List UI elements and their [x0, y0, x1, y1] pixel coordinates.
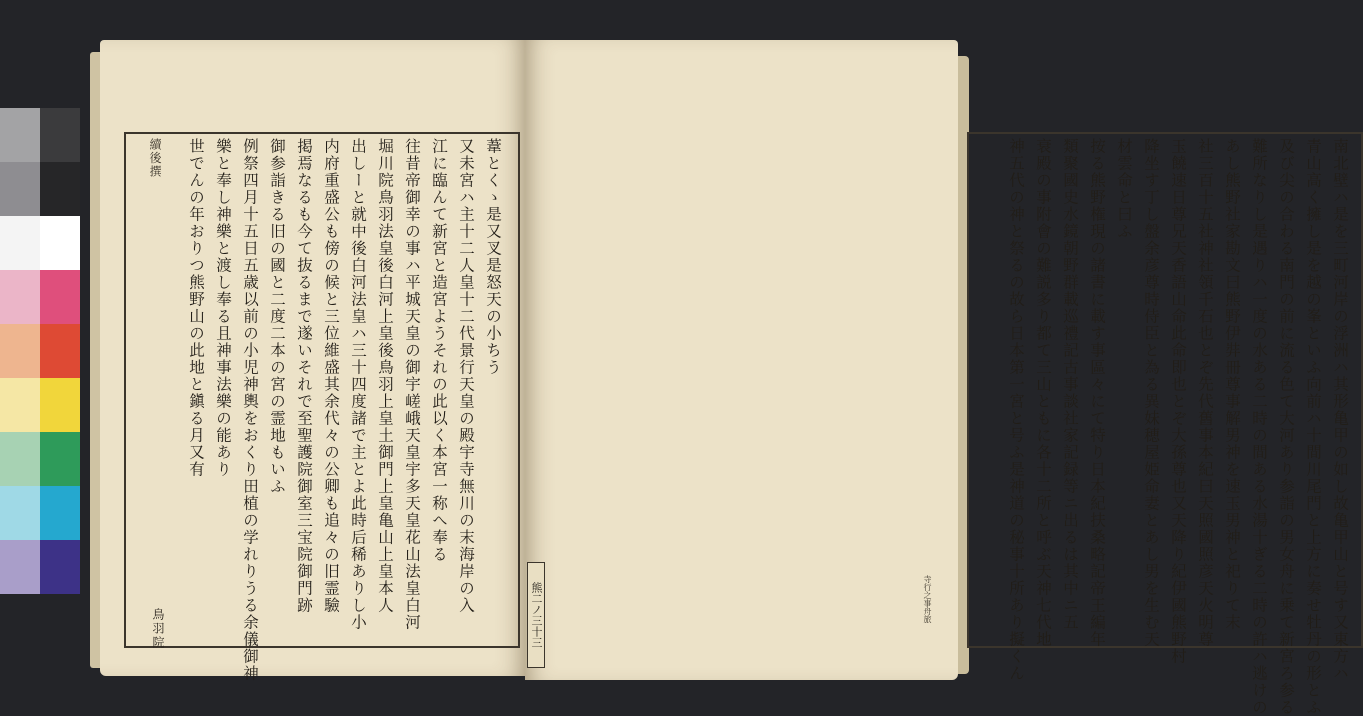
text-column: 樂と奉し神樂と渡し奉る且神事法樂の能あり: [214, 138, 232, 478]
text-column: あし熊野社家勘文曰熊野伊弉冊尊事解男神を速玉男神と祀りて末: [1223, 138, 1241, 631]
left-page: [100, 40, 525, 682]
right-page: [525, 40, 1349, 716]
text-column: 社三百十五社神社領千石也とぞ先代舊事本紀曰天照國照彦天火明尊: [1196, 138, 1214, 648]
text-column: 内府重盛公も傍の候と三位維盛其余代々の公卿も追々の旧霊驗: [322, 138, 340, 614]
color-chip: [0, 216, 40, 270]
text-column: 及び尖の合わる南門の前に流る色て大河あり参詣の男女舟に乗て新宮ろ参る: [1277, 138, 1295, 716]
color-chip: [40, 540, 80, 594]
margin-note: 續後撰: [148, 138, 162, 179]
left-text-frame: [124, 132, 520, 682]
color-chip: [40, 324, 80, 378]
color-chip: [40, 378, 80, 432]
text-column: 堀川院鳥羽法皇後白河上皇後鳥羽上皇土御門上皇亀山上皇本人: [376, 138, 394, 614]
color-chip: [0, 162, 40, 216]
color-chip: [40, 216, 80, 270]
color-chip: [40, 270, 80, 324]
text-column: 出しーと就中後白河法皇ハ三十四度諸で主とよ此時后稀ありし小: [349, 138, 367, 631]
color-chip: [40, 162, 80, 216]
text-column: 往昔帝御幸の事ハ平城天皇の御宇嵯峨天皇宇多天皇花山法皇白河: [403, 138, 421, 631]
color-chip: [0, 540, 40, 594]
text-column: 南北壁ハ是を三町河岸の浮洲ハ其形亀甲の如し故亀甲山と号す又東方ハ: [1331, 138, 1349, 682]
text-column: 又未宮ハ主十二人皇十二代景行天皇の殿宇寺無川の末海岸の入: [457, 138, 475, 614]
text-column: 神五代の神と祭るの故ら日本第一宮と号ふ是神道の秘事十所あり擬くん: [1007, 138, 1025, 682]
text-column: 掲焉なるも今て抜るまで遂いそれで至聖護院御室三宝院御門跡: [295, 138, 313, 614]
right-text-frame: [967, 132, 1363, 716]
text-column: 難所なりし是遇りハ一度の水ある二時の間ある水湯十ぎる二時の許ハ逃けの: [1250, 138, 1268, 716]
right-text-columns: [985, 138, 1351, 716]
color-chip: [40, 108, 80, 162]
poem-column: 世でんの年おりつ熊野山の此地と鎭る月又有: [187, 138, 205, 478]
open-book: [100, 40, 1349, 716]
text-column: 類聚國史水鏡朝野群載巡禮記古事談社家記録等ニ出るは其中ニ五: [1061, 138, 1079, 631]
color-chip: [0, 108, 40, 162]
color-calibration-strip: [0, 108, 80, 596]
text-column: 按る熊野権現の諸書に載す事區々にて特り日本紀扶桑略記帝王編年: [1088, 138, 1106, 648]
left-text-columns: [144, 138, 504, 682]
side-note: 寺行之事舟旅: [923, 575, 932, 623]
color-chip: [40, 432, 80, 486]
color-chip: [0, 486, 40, 540]
text-column: 御参詣きる旧の國と二度二本の宮の霊地もいふ: [268, 138, 286, 495]
color-chip: [40, 486, 80, 540]
text-column: 江に臨んて新宮と造宮ようそれの此以く本宮一称へ奉る: [430, 138, 448, 563]
text-column: 衰殿の事附會の難説多り都て三山ともに各十二所と呼ぶ天神七代地: [1034, 138, 1052, 648]
color-chip: [0, 432, 40, 486]
text-column: 例祭四月十五日五歳以前の小児神輿をおくり田植の学れりうる余儀御神: [241, 138, 259, 682]
text-column: 玉饒速日尊兄天香語山命此命即也とぞ大孫尊也又天降り紀伊國熊野村: [1169, 138, 1187, 665]
poem-signature: 鳥羽院: [151, 608, 165, 650]
color-chip: [0, 270, 40, 324]
text-column: 降坐す丁し盤余彦尊時侍臣と為る異妹穂屋姫命妻とあし男を生む天: [1142, 138, 1160, 648]
text-column: 葦とくゝ是又叉是怒天の小ちう: [484, 138, 502, 376]
color-chip: [0, 324, 40, 378]
text-column: 青山高く擁し是を越の峯といふ向前ハ十間川尾門と上方に奏せ牡丹の形とふ: [1304, 138, 1322, 716]
text-column: 材雲命と曰ふ: [1115, 138, 1133, 240]
color-chip: [0, 378, 40, 432]
page-number-label: 熊二ノ三十三: [527, 562, 545, 668]
